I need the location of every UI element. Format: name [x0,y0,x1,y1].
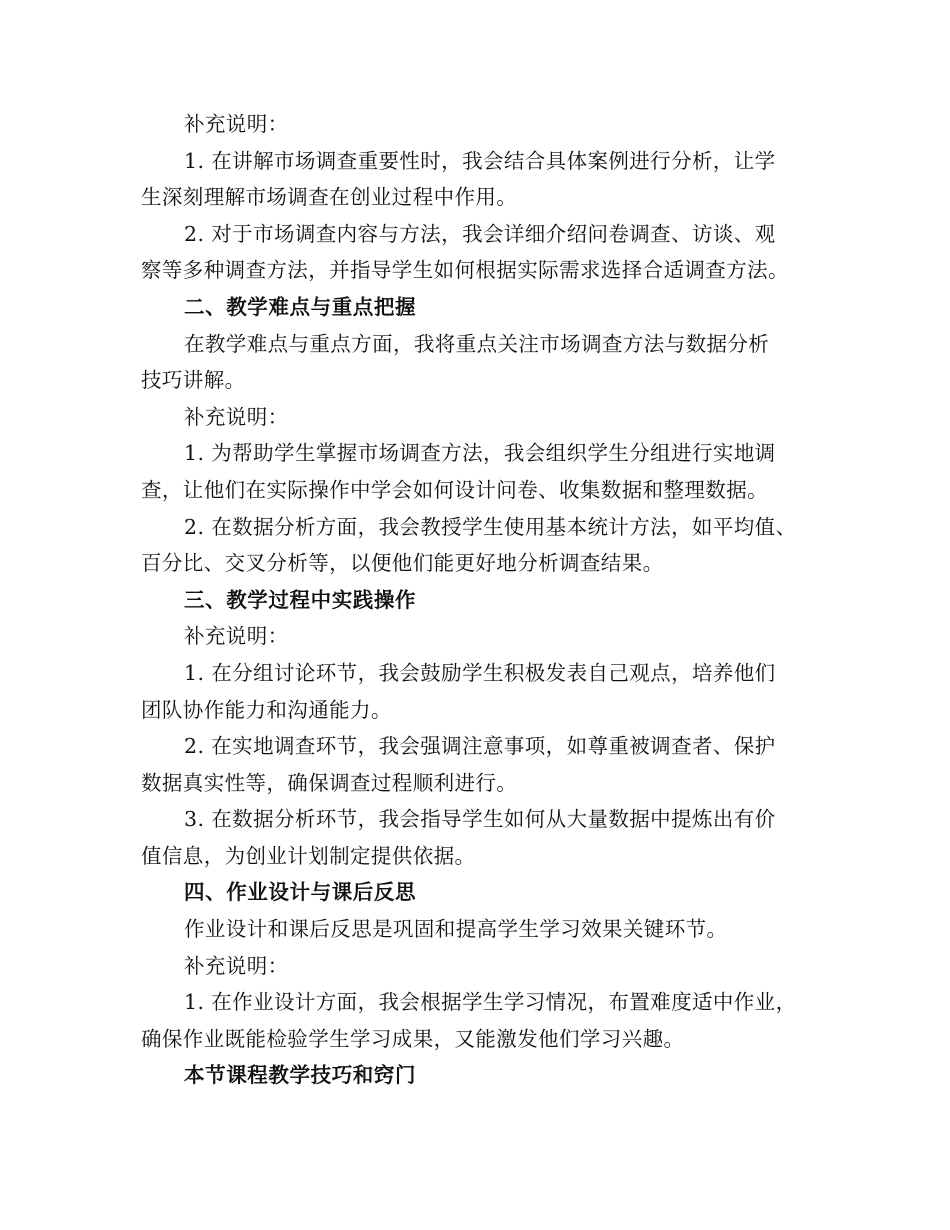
paragraph-text: 1. 为帮助学生掌握市场调查方法，我会组织学生分组进行实地调 [184,441,776,466]
paragraph-text: 数据真实性等，确保调查过程顺利进行。 [141,770,518,795]
paragraph-text: 查，让他们在实际操作中学会如何设计问卷、收集数据和整理数据。 [141,477,768,502]
paragraph-text: 1. 在分组讨论环节，我会鼓励学生积极发表自己观点，培养他们 [184,660,776,685]
section-heading: 三、教学过程中实践操作 [184,587,417,612]
paragraph-text: 生深刻理解市场调查在创业过程中作用。 [141,185,518,210]
paragraph-text: 3. 在数据分析环节，我会指导学生如何从大量数据中提炼出有价 [184,807,776,832]
section-heading: 本节课程教学技巧和窍门 [184,1063,417,1088]
paragraph-label: 补充说明： [184,953,289,978]
paragraph-label: 补充说明： [184,624,289,649]
paragraph-text: 察等多种调查方法，并指导学生如何根据实际需求选择合适调查方法。 [141,258,789,283]
paragraph-text: 技巧讲解。 [141,368,246,393]
paragraph-text: 在教学难点与重点方面，我将重点关注市场调查方法与数据分析 [184,331,770,356]
paragraph-label: 补充说明： [184,112,289,136]
paragraph-text: 作业设计和课后反思是巩固和提高学生学习效果关键环节。 [184,917,728,942]
paragraph-text: 2. 对于市场调查内容与方法，我会详细介绍问卷调查、访谈、观 [184,221,776,246]
paragraph-text: 值信息，为创业计划制定提供依据。 [141,843,476,868]
paragraph-text: 1. 在作业设计方面，我会根据学生学习情况，布置难度适中作业， [184,990,797,1015]
paragraph-text: 团队协作能力和沟通能力。 [141,697,392,722]
paragraph-text: 1. 在讲解市场调查重要性时，我会结合具体案例进行分析，让学 [184,148,776,173]
paragraph-label: 补充说明： [184,404,289,429]
section-heading: 二、教学难点与重点把握 [184,294,417,319]
section-heading: 四、作业设计与课后反思 [184,880,417,905]
paragraph-text: 百分比、交叉分析等，以便他们能更好地分析调查结果。 [141,551,664,576]
paragraph-text: 2. 在实地调查环节，我会强调注意事项，如尊重被调查者、保护 [184,734,776,759]
paragraph-text: 确保作业既能检验学生学习成果，又能激发他们学习兴趣。 [141,1026,685,1051]
paragraph-text: 2. 在数据分析方面，我会教授学生使用基本统计方法，如平均值、 [184,514,797,539]
document-page [141,106,821,1094]
